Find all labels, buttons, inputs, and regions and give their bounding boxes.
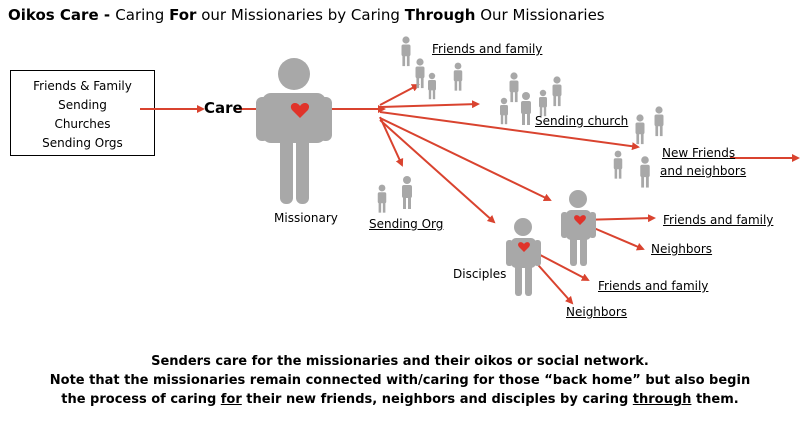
arrow-to-disciple-left: [380, 120, 494, 222]
friends-family-lower-label: Friends and family: [598, 279, 709, 293]
disciples-label: Disciples: [453, 267, 507, 281]
new-friends-label-line1: New Friends: [662, 146, 736, 160]
title-prefix: Oikos Care -: [8, 6, 116, 24]
missionary-figure: [256, 58, 332, 204]
neighbors-right-label: Neighbors: [651, 242, 713, 256]
title-through-word: Through: [404, 6, 476, 24]
sending-church-label: Sending church: [535, 114, 629, 128]
title-part2: our Missionaries by Caring: [196, 6, 405, 24]
title-for-word: For: [169, 6, 197, 24]
senders-box-line2: Churches: [54, 117, 111, 131]
footer-line1: Senders care for the missionaries and their oikos or social network.: [151, 354, 649, 369]
disciple-figure-right: [561, 190, 596, 266]
title-part3: Our Missionaries: [475, 6, 605, 24]
disciple-figure-left: [506, 218, 541, 296]
title-part1: Caring: [115, 6, 170, 24]
friends-family-right-label: Friends and family: [663, 213, 774, 227]
friends-family-top-label: Friends and family: [432, 42, 543, 56]
care-label: Care: [204, 99, 243, 117]
footer-line2: Note that the missionaries remain connected with/caring for those “back home” but also begin: [49, 373, 751, 388]
footer-text: [0, 352, 800, 409]
new-friends-label-line2: and neighbors: [660, 164, 747, 178]
sending-org-label: Sending Org: [369, 217, 444, 231]
senders-box-line1: Friends & Family Sending: [33, 79, 132, 112]
arrow-to-sending-church: [380, 104, 478, 107]
missionary-label: Missionary: [274, 211, 338, 225]
footer-line3: the process of caring for their new friends, neighbors and disciples by caring through them.: [61, 392, 739, 407]
senders-box-line3: Sending Orgs: [42, 136, 123, 150]
arrow-to-friends-family: [380, 85, 418, 105]
neighbors-lower-label: Neighbors: [566, 305, 628, 319]
